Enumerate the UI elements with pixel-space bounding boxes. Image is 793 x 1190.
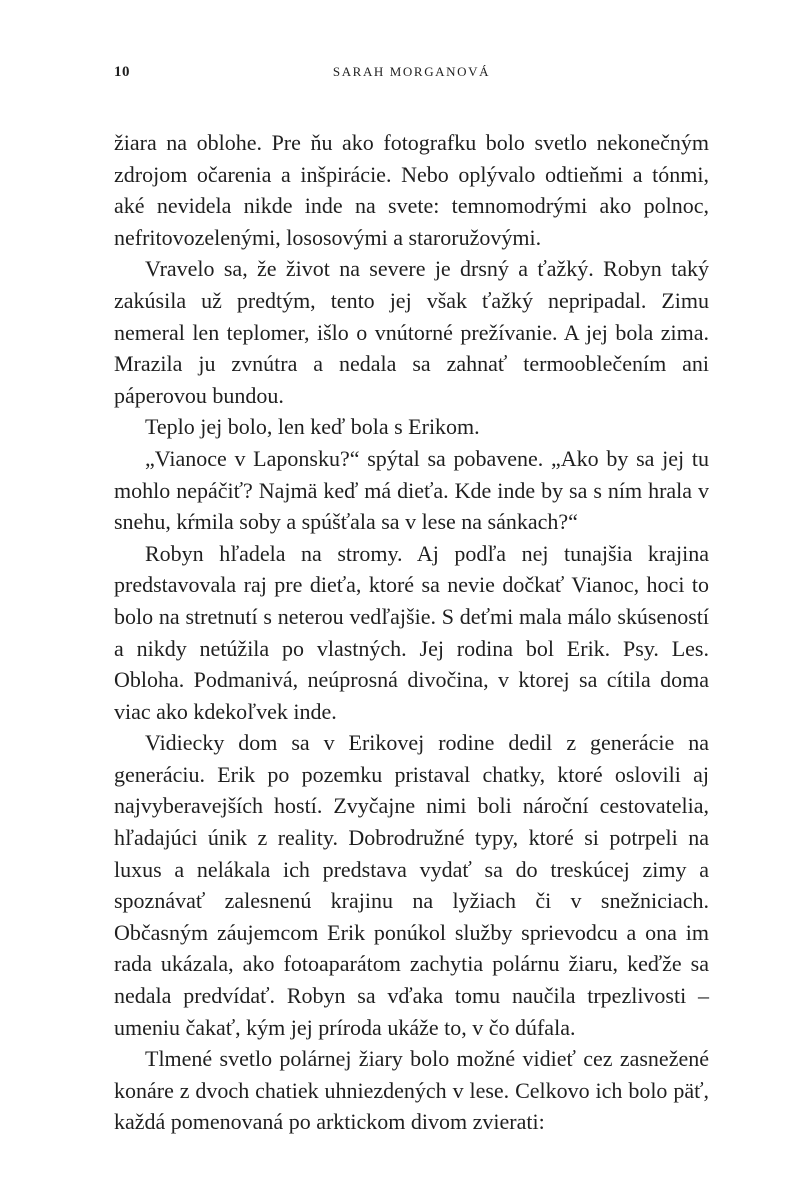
page-number: 10 — [114, 64, 130, 80]
paragraph: Vravelo sa, že život na severe je drsný a ťažký. Robyn taký zakúsila už predtým, tento jej však ťažký nepripadal. Zimu nemeral len teplomer, išlo o vnútorné prežívanie. A jej bola zima. Mrazila ju zvnútra a nedala sa zahnať termooblečením ani páperovou bundou. — [114, 256, 709, 408]
page-header — [114, 64, 709, 84]
running-head-author: SARAH MORGANOVÁ — [332, 64, 491, 79]
paragraph: Robyn hľadela na stromy. Aj podľa nej tunajšia krajina predstavovala raj pre dieťa, ktoré sa nevie dočkať Vianoc, hoci to bolo na stretnutí s neterou vedľajšie. S deťmi mala málo skúseností a nikdy netúžila po vlastných. Jej rodina bol Erik. Psy. Les. Obloha. Podmanivá, neúprosná divočina, v ktorej sa cítila doma viac ako kdekoľvek inde. — [114, 540, 709, 724]
paragraph: žiara na oblohe. Pre ňu ako fotografku bolo svetlo nekonečným zdrojom očarenia a inšpirácie. Nebo oplývalo odtieňmi a tónmi, aké nevidela nikde inde na svete: temnomodrými ako polnoc, nefritovozelenými, lososovými a staroružovými. — [114, 130, 709, 250]
paragraph: „Vianoce v Laponsku?“ spýtal sa pobavene. „Ako by sa jej tu mohlo nepáčiť? Najmä keď má dieťa. Kde inde by sa s ním hrala v snehu, kŕmila soby a spúšťala sa v lese na sánkach?“ — [114, 445, 709, 535]
body-text — [114, 127, 709, 1138]
paragraph: Vidiecky dom sa v Erikovej rodine dedil z generácie na generáciu. Erik po pozemku pristaval chatky, ktoré oslovili aj najvyberavejších hostí. Zvyčajne nimi boli nároční cestovatelia, hľadajúci únik z reality. Dobrodružné typy, ktoré si potrpeli na luxus a nelákala ich predstava vydať sa do treskúcej zimy a spoznávať zalesnenú krajinu na lyžiach či v snežniciach. Občasným záujemcom Erik ponúkol služby sprievodcu a ona im rada ukázala, ako fotoaparátom zachytia polárnu žiaru, keďže sa nedala predvídať. Robyn sa vďaka tomu naučila trpezlivosti – umeniu čakať, kým jej príroda ukáže to, v čo dúfala. — [114, 730, 709, 1040]
paragraph: Teplo jej bolo, len keď bola s Erikom. — [145, 414, 480, 440]
paragraph: Tlmené svetlo polárnej žiary bolo možné vidieť cez zasnežené konáre z dvoch chatiek uhniezdených v lese. Celkovo ich bolo päť, každá pomenovaná po arktickom divom zvierati: — [114, 1046, 709, 1135]
